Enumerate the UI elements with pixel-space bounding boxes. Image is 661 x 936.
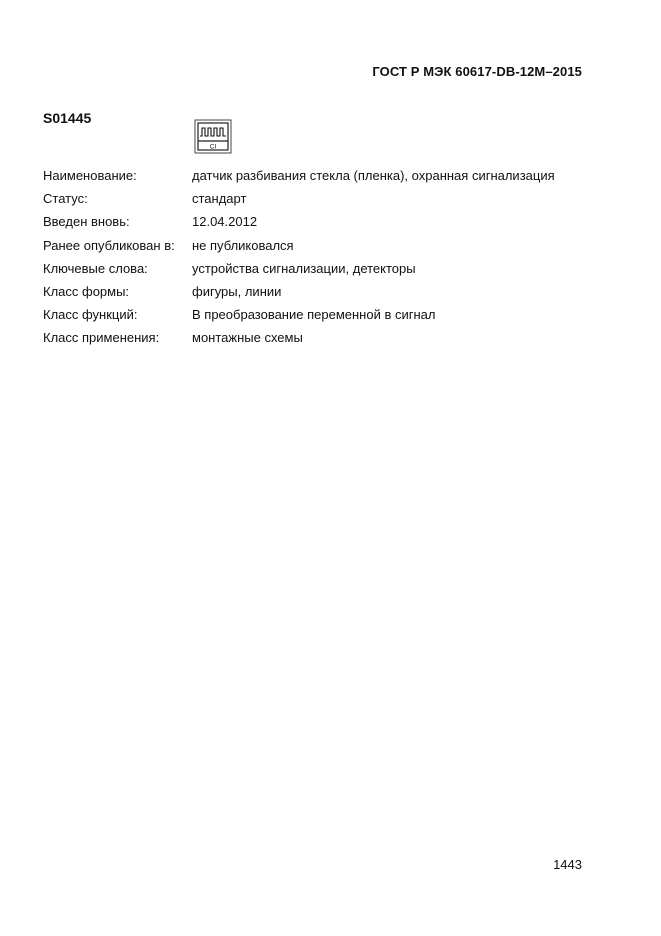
field-value: 12.04.2012 bbox=[192, 214, 258, 230]
field-value: устройства сигнализации, детекторы bbox=[192, 260, 416, 276]
field-label: Введен вновь: bbox=[43, 214, 130, 230]
field-row-function-class bbox=[43, 303, 603, 326]
field-row-application-class bbox=[43, 326, 603, 349]
document-header: ГОСТ Р МЭК 60617-DB-12M–2015 bbox=[372, 64, 582, 79]
page-number: 1443 bbox=[553, 857, 582, 872]
field-row-published bbox=[43, 234, 603, 257]
field-label: Статус: bbox=[43, 191, 88, 207]
field-label: Ранее опубликован в: bbox=[43, 237, 175, 253]
field-row-keywords bbox=[43, 257, 603, 280]
field-value: стандарт bbox=[192, 191, 247, 207]
symbol-code: S01445 bbox=[43, 110, 92, 126]
field-row-status bbox=[43, 187, 603, 210]
field-value: монтажные схемы bbox=[192, 330, 303, 346]
field-label: Класс формы: bbox=[43, 284, 130, 300]
field-row-name bbox=[43, 164, 603, 187]
field-value: датчик разбивания стекла (пленка), охранная сигнализация bbox=[192, 168, 555, 184]
field-label: Наименование: bbox=[43, 168, 137, 184]
field-value: не публиковался bbox=[192, 237, 294, 253]
field-label: Класс применения: bbox=[43, 330, 160, 346]
field-row-introduced bbox=[43, 210, 603, 233]
field-value: В преобразование переменной в сигнал bbox=[192, 307, 436, 323]
field-value: фигуры, линии bbox=[192, 284, 282, 300]
symbol-label: CI bbox=[209, 143, 217, 151]
field-label: Ключевые слова: bbox=[43, 260, 148, 276]
field-row-shape-class bbox=[43, 280, 603, 303]
symbol-properties bbox=[43, 164, 603, 350]
field-label: Класс функций: bbox=[43, 307, 138, 323]
square-wave-sensor-icon bbox=[194, 119, 232, 154]
